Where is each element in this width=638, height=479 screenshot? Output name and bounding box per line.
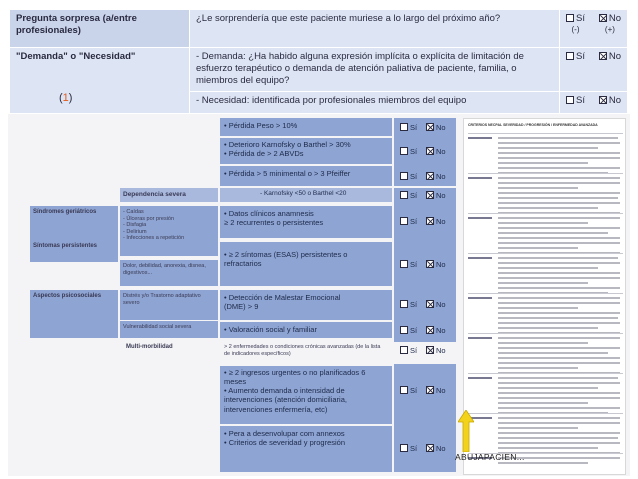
doc-section-head bbox=[468, 297, 492, 299]
option-no[interactable]: No bbox=[599, 51, 621, 63]
checked-checkbox-icon[interactable] bbox=[426, 346, 434, 354]
vulnerability-label: Vulnerabilidad social severa bbox=[120, 321, 218, 338]
doc-text-line bbox=[498, 232, 608, 234]
doc-section-head bbox=[468, 337, 492, 339]
option-si[interactable]: Sí bbox=[400, 444, 417, 453]
criteria-multimorbidity: > 2 enfermedades o condiciones crónicas avanzadas (de la lista de indicadores específicos) bbox=[224, 344, 381, 357]
doc-text-line bbox=[498, 362, 620, 364]
option-si[interactable]: Sí bbox=[400, 346, 417, 355]
doc-text-line bbox=[498, 397, 620, 399]
doc-section-head bbox=[468, 377, 492, 379]
arrow-up-icon bbox=[458, 410, 474, 452]
surprise-question-row bbox=[10, 10, 628, 48]
doc-text-line bbox=[498, 402, 588, 404]
doc-rule bbox=[468, 253, 623, 254]
doc-text-line bbox=[498, 352, 608, 354]
option-si[interactable]: Sí bbox=[566, 95, 585, 107]
checked-checkbox-icon[interactable] bbox=[426, 172, 434, 180]
checked-checkbox-icon[interactable] bbox=[426, 444, 434, 452]
doc-text-line bbox=[498, 417, 620, 419]
doc-text-line bbox=[498, 177, 620, 179]
doc-text-line bbox=[498, 207, 598, 209]
doc-text-line bbox=[498, 302, 620, 304]
doc-text-line bbox=[498, 257, 618, 259]
criteria-resources: • ≥ 2 ingresos urgentes o no planificados 6 meses • Aumento demanda o intensidad de intervenciones (atención domiciliaria, intervenciones enfermería, etc) bbox=[220, 366, 392, 424]
option-si[interactable]: Sí (-) bbox=[566, 13, 585, 35]
doc-text-line bbox=[498, 182, 620, 184]
geriatric-items: - Caídas - Úlceras por presión - Disfagia - Delirium - Infecciones a repetición bbox=[120, 206, 218, 256]
doc-text-line bbox=[498, 147, 598, 149]
doc-text-line bbox=[498, 137, 618, 139]
top-table bbox=[10, 10, 628, 114]
doc-text-line bbox=[498, 247, 578, 249]
demand-text: - Demanda: ¿Ha habido alguna expresión implícita o explícita de limitación de esfuerzo terapéutico o demanda de atención paliativa de paciente, familia, o miembros del equipo? bbox=[190, 48, 560, 92]
doc-text-line bbox=[498, 167, 620, 169]
criteria-karnofsky: • Deterioro Karnofsky o Barthel > 30% • Pérdida de > 2 ABVDs bbox=[220, 138, 392, 164]
need-options bbox=[560, 92, 628, 114]
watermark-text: ABUJAPACIEN... bbox=[455, 452, 525, 462]
option-si[interactable]: Sí bbox=[400, 191, 417, 200]
checkbox-icon[interactable] bbox=[400, 444, 408, 452]
doc-rule bbox=[468, 333, 623, 334]
doc-text-line bbox=[498, 202, 620, 204]
doc-section-head bbox=[468, 137, 492, 139]
checkbox-icon[interactable] bbox=[566, 52, 574, 60]
option-si[interactable]: Sí bbox=[400, 147, 417, 156]
doc-rule bbox=[468, 213, 623, 214]
criteria-clinical-data: • Datos clínicos anamnesis ≥ 2 recurrentes o persistentes bbox=[220, 206, 392, 238]
multimorbidity-label: Multi-morbilidad bbox=[126, 344, 173, 350]
criteria-esas: • ≥ 2 síntomas (ESAS) persistentes o refractarios bbox=[220, 242, 392, 286]
doc-text-line bbox=[498, 152, 620, 154]
demand-row bbox=[10, 48, 628, 92]
doc-text-line bbox=[498, 217, 620, 219]
doc-text-line bbox=[498, 357, 620, 359]
geriatric-label: Síndromes geriátricos bbox=[30, 206, 118, 242]
doc-text-line bbox=[498, 337, 620, 339]
option-si[interactable]: Sí bbox=[400, 300, 417, 309]
footnote-marker: (1) bbox=[59, 92, 73, 104]
checked-checkbox-icon[interactable] bbox=[426, 123, 434, 131]
checkbox-icon[interactable] bbox=[400, 326, 408, 334]
criteria-cognitive: • Pérdida > 5 minimental o > 3 Pfeiffer bbox=[220, 166, 392, 186]
doc-rule bbox=[468, 173, 623, 174]
doc-text-line bbox=[498, 162, 588, 164]
doc-title: CRITERIOS NECPAL SEVERIDAD / PROGRESIÓN / ENFERMEDAD AVANZADA bbox=[468, 123, 598, 127]
doc-rule bbox=[468, 413, 623, 414]
checked-checkbox-icon[interactable] bbox=[426, 300, 434, 308]
checked-checkbox-icon[interactable] bbox=[599, 14, 607, 22]
criteria-weight-loss: • Pérdida Peso > 10% bbox=[220, 118, 392, 136]
doc-text-line bbox=[498, 377, 618, 379]
doc-text-line bbox=[498, 432, 620, 434]
doc-text-line bbox=[498, 157, 620, 159]
demand-label: "Demanda" o "Necesidad" bbox=[10, 48, 190, 114]
doc-text-line bbox=[498, 307, 578, 309]
criteria-karnofsky-severe: - Karnofsky <50 o Barthel <20 bbox=[220, 188, 392, 202]
need-text: - Necesidad: identificada por profesionales miembros del equipo bbox=[190, 92, 560, 114]
doc-text-line bbox=[498, 447, 598, 449]
doc-text-line bbox=[498, 387, 598, 389]
option-si[interactable]: Sí bbox=[400, 217, 417, 226]
doc-text-line bbox=[498, 282, 588, 284]
doc-text-line bbox=[498, 322, 620, 324]
option-no[interactable]: No bbox=[426, 260, 446, 269]
option-no[interactable]: No bbox=[599, 95, 621, 107]
option-si[interactable]: Sí bbox=[400, 172, 417, 181]
checkbox-icon[interactable] bbox=[400, 346, 408, 354]
demand-options bbox=[560, 48, 628, 92]
surprise-options bbox=[560, 10, 628, 48]
doc-text-line bbox=[498, 242, 620, 244]
option-no[interactable]: No bbox=[426, 191, 446, 200]
checked-checkbox-icon[interactable] bbox=[426, 326, 434, 334]
doc-rule bbox=[468, 133, 623, 134]
surprise-question-text: ¿Le sorprendería que este paciente muriese a lo largo del próximo año? bbox=[190, 10, 560, 48]
option-no[interactable]: No bbox=[426, 444, 446, 453]
checkbox-icon[interactable] bbox=[566, 14, 574, 22]
checked-checkbox-icon[interactable] bbox=[599, 52, 607, 60]
option-no[interactable]: No bbox=[426, 147, 446, 156]
doc-text-line bbox=[498, 462, 588, 464]
doc-rule bbox=[468, 373, 623, 374]
checked-checkbox-icon[interactable] bbox=[426, 217, 434, 225]
checkbox-icon[interactable] bbox=[566, 96, 574, 104]
doc-text-line bbox=[498, 227, 620, 229]
doc-text-line bbox=[498, 222, 588, 224]
checkbox-icon[interactable] bbox=[400, 172, 408, 180]
need-row bbox=[190, 92, 628, 114]
surprise-question-label: Pregunta sorpresa (a/entre profesionales) bbox=[10, 10, 190, 48]
doc-text-line bbox=[498, 427, 578, 429]
doc-text-line bbox=[498, 187, 578, 189]
doc-text-line bbox=[498, 272, 620, 274]
symptoms-label: Síntomas persistentes bbox=[30, 240, 118, 262]
checkbox-icon[interactable] bbox=[400, 217, 408, 225]
doc-section-head bbox=[468, 257, 492, 259]
symptoms-items: Dolor, debilidad, anorexia, disnea, digestivos... bbox=[120, 260, 218, 286]
doc-section-head bbox=[468, 217, 492, 219]
checkbox-icon[interactable] bbox=[400, 300, 408, 308]
doc-text-line bbox=[498, 347, 620, 349]
necpal-document-thumbnail bbox=[463, 118, 626, 475]
option-si[interactable]: Sí bbox=[400, 123, 417, 132]
doc-text-line bbox=[498, 297, 620, 299]
criteria-social: • Valoración social y familiar bbox=[220, 322, 392, 338]
doc-text-line bbox=[498, 437, 618, 439]
doc-text-line bbox=[498, 422, 620, 424]
checkbox-icon[interactable] bbox=[400, 191, 408, 199]
option-si[interactable]: Sí bbox=[400, 386, 417, 395]
checkbox-icon[interactable] bbox=[400, 147, 408, 155]
criteria-dme: • Detección de Malestar Emocional (DME) > 9 bbox=[220, 290, 392, 320]
option-no[interactable]: No bbox=[426, 217, 446, 226]
psychosocial-label: Aspectos psicosociales bbox=[30, 290, 118, 338]
option-no[interactable]: No bbox=[426, 172, 446, 181]
option-si[interactable]: Sí bbox=[400, 260, 417, 269]
checkbox-icon[interactable] bbox=[400, 123, 408, 131]
criteria-annex: • Pera a desenvolupar com annexos • Criterios de severidad y progresión bbox=[220, 426, 392, 472]
option-no[interactable]: No bbox=[426, 386, 446, 395]
doc-text-line bbox=[498, 392, 620, 394]
doc-text-line bbox=[498, 197, 618, 199]
doc-text-line bbox=[498, 237, 620, 239]
option-no[interactable]: No bbox=[426, 346, 446, 355]
doc-text-line bbox=[498, 287, 620, 289]
doc-text-line bbox=[498, 192, 620, 194]
option-si[interactable]: Sí bbox=[566, 51, 585, 63]
checkbox-icon[interactable] bbox=[400, 260, 408, 268]
doc-text-line bbox=[498, 262, 620, 264]
option-no[interactable]: No (+) bbox=[599, 13, 621, 35]
doc-text-line bbox=[498, 442, 620, 444]
doc-text-line bbox=[498, 327, 598, 329]
doc-section-head bbox=[468, 177, 492, 179]
option-no[interactable]: No bbox=[426, 123, 446, 132]
option-no[interactable]: No bbox=[426, 326, 446, 335]
checkbox-icon[interactable] bbox=[400, 386, 408, 394]
checked-checkbox-icon[interactable] bbox=[426, 260, 434, 268]
checked-checkbox-icon[interactable] bbox=[599, 96, 607, 104]
doc-text-line bbox=[498, 317, 618, 319]
doc-text-line bbox=[498, 312, 620, 314]
option-si[interactable]: Sí bbox=[400, 326, 417, 335]
doc-text-line bbox=[498, 142, 620, 144]
doc-text-line bbox=[498, 407, 620, 409]
checked-checkbox-icon[interactable] bbox=[426, 386, 434, 394]
checked-checkbox-icon[interactable] bbox=[426, 191, 434, 199]
doc-text-line bbox=[498, 277, 620, 279]
psychosocial-items: Distrés y/o Trastorno adaptativo severo bbox=[120, 290, 218, 320]
dependency-label: Dependencia severa bbox=[120, 188, 218, 202]
doc-text-line bbox=[498, 367, 578, 369]
doc-rule bbox=[468, 293, 623, 294]
doc-text-line bbox=[498, 342, 588, 344]
checked-checkbox-icon[interactable] bbox=[426, 147, 434, 155]
doc-text-line bbox=[498, 382, 620, 384]
option-no[interactable]: No bbox=[426, 300, 446, 309]
doc-text-line bbox=[498, 267, 598, 269]
